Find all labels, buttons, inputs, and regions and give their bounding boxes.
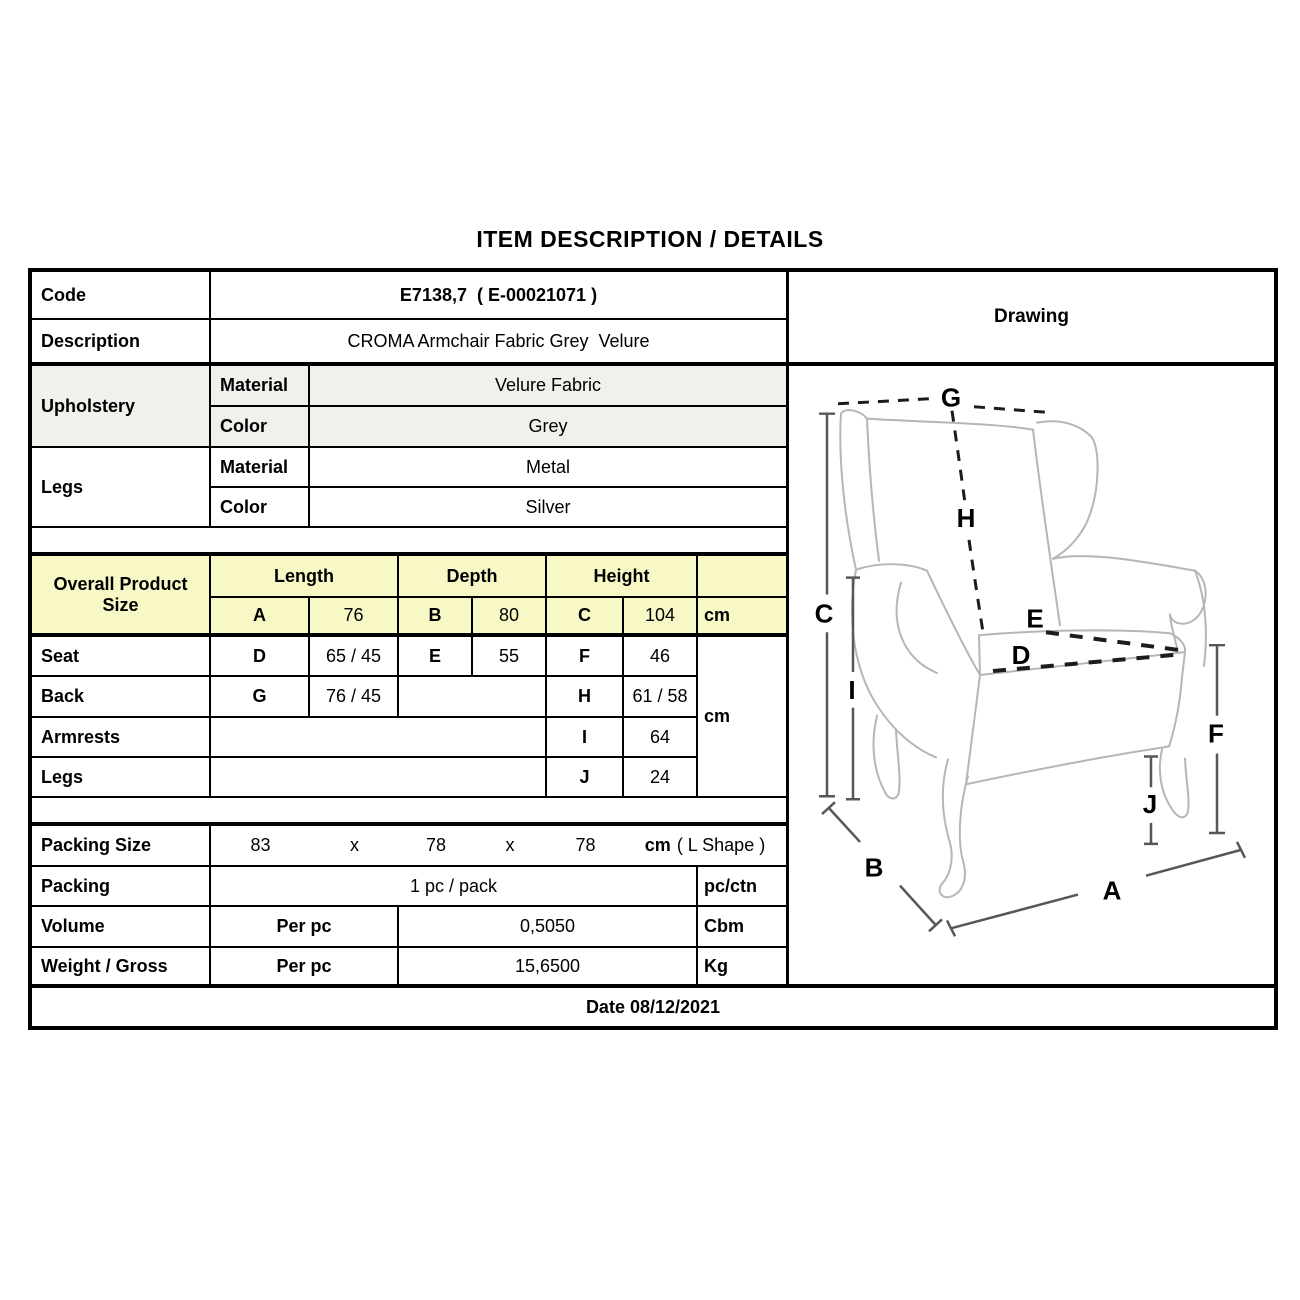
- weight-label: Weight / Gross: [32, 948, 211, 988]
- size-header-empty-cell: [698, 556, 789, 598]
- overall-c-value: 104: [624, 598, 698, 637]
- description-value: CROMA Armchair Fabric Grey Velure: [211, 320, 789, 366]
- dim-label-j: J: [1142, 791, 1158, 820]
- legs-size-label: Legs: [32, 758, 211, 798]
- dim-label-b: B: [864, 854, 884, 883]
- drawing-cell: [789, 366, 1274, 988]
- legs-color-value: Silver: [310, 488, 789, 528]
- packing-size-shape-note: ( L Shape ): [676, 835, 766, 855]
- weight-unit: Kg: [698, 948, 789, 988]
- size-unit-merged: cm: [698, 637, 789, 798]
- dim-dash-e: [1046, 632, 1180, 650]
- packing-label: Packing: [32, 867, 211, 907]
- dim-label-a: A: [1102, 877, 1122, 906]
- legs-label: Legs: [32, 448, 211, 528]
- upholstery-label: Upholstery: [32, 366, 211, 448]
- legs-material-value: Metal: [310, 448, 789, 488]
- dim-dash-h-lower: [969, 540, 983, 632]
- seat-e-value: 55: [473, 637, 547, 677]
- size-height-header: Height: [547, 556, 698, 598]
- upholstery-color-label: Color: [211, 407, 310, 448]
- spacer-row: [32, 528, 789, 556]
- weight-value: 15,6500: [399, 948, 698, 988]
- volume-per: Per pc: [211, 907, 399, 948]
- back-h-key: H: [547, 677, 624, 718]
- dim-dash-h-upper: [952, 411, 965, 503]
- volume-value: 0,5050: [399, 907, 698, 948]
- overall-a-key: A: [211, 598, 310, 637]
- code-value: E7138,7 ( E-00021071 ): [211, 272, 789, 320]
- overall-unit: cm: [698, 598, 789, 637]
- dim-label-g: G: [940, 384, 962, 413]
- packing-size-x1: x: [350, 835, 359, 855]
- dim-dash-g-right: [974, 407, 1052, 413]
- drawing-header: Drawing: [789, 272, 1274, 366]
- overall-a-value: 76: [310, 598, 399, 637]
- legs-color-label: Color: [211, 488, 310, 528]
- packing-size-unit: [624, 826, 786, 865]
- dim-label-f: F: [1208, 720, 1224, 749]
- armrests-label: Armrests: [32, 718, 211, 758]
- overall-b-value: 80: [473, 598, 547, 637]
- spec-table: [28, 268, 1278, 1030]
- seat-f-value: 46: [624, 637, 698, 677]
- dim-dash-g-left: [838, 399, 929, 404]
- back-g-key: G: [211, 677, 310, 718]
- packing-size-x2: x: [505, 835, 515, 855]
- armrests-i-key: I: [547, 718, 624, 758]
- volume-unit: Cbm: [698, 907, 789, 948]
- date-row: Date 08/12/2021: [585, 996, 721, 1017]
- seat-f-key: F: [547, 637, 624, 677]
- code-label: Code: [32, 272, 211, 320]
- volume-label: Volume: [32, 907, 211, 948]
- back-empty-cell: [399, 677, 547, 718]
- packing-size-unit-cm: cm: [644, 835, 671, 855]
- dim-label-d: D: [1011, 642, 1031, 671]
- back-g-value: 76 / 45: [310, 677, 399, 718]
- upholstery-material-value: Velure Fabric: [310, 366, 789, 407]
- size-length-header: Length: [211, 556, 399, 598]
- dimension-labels: [815, 385, 1224, 906]
- packing-size-dim1: 83: [250, 835, 271, 855]
- packing-size-dim2: 78: [425, 835, 447, 855]
- packing-value: 1 pc / pack: [211, 867, 698, 907]
- weight-per: Per pc: [211, 948, 399, 988]
- armrests-i-value: 64: [624, 718, 698, 758]
- armchair-drawing: [789, 366, 1274, 984]
- dim-label-e: E: [1026, 605, 1044, 634]
- dim-label-h: H: [956, 505, 976, 533]
- size-table-label: Overall Product Size: [32, 556, 211, 637]
- overall-b-key: B: [399, 598, 473, 637]
- dim-label-c: C: [814, 600, 834, 629]
- overall-c-key: C: [547, 598, 624, 637]
- dim-label-i: I: [848, 676, 856, 705]
- packing-size-value: [211, 826, 789, 867]
- back-h-value: 61 / 58: [624, 677, 698, 718]
- packing-size-label: Packing Size: [32, 826, 211, 867]
- size-depth-header: Depth: [399, 556, 547, 598]
- upholstery-material-label: Material: [211, 366, 310, 407]
- legs-j-value: 24: [624, 758, 698, 798]
- page-title: ITEM DESCRIPTION / DETAILS: [476, 226, 824, 252]
- spacer-row-2: [32, 798, 789, 826]
- packing-size-dim3: 78: [575, 835, 596, 855]
- armrests-empty-cell: [211, 718, 547, 758]
- seat-e-key: E: [399, 637, 473, 677]
- back-label: Back: [32, 677, 211, 718]
- seat-label: Seat: [32, 637, 211, 677]
- legs-material-label: Material: [211, 448, 310, 488]
- legs-j-key: J: [547, 758, 624, 798]
- upholstery-color-value: Grey: [310, 407, 789, 448]
- seat-d-value: 65 / 45: [310, 637, 399, 677]
- seat-d-key: D: [211, 637, 310, 677]
- legs-empty-cell: [211, 758, 547, 798]
- packing-unit: pc/ctn: [698, 867, 789, 907]
- description-label: Description: [32, 320, 211, 366]
